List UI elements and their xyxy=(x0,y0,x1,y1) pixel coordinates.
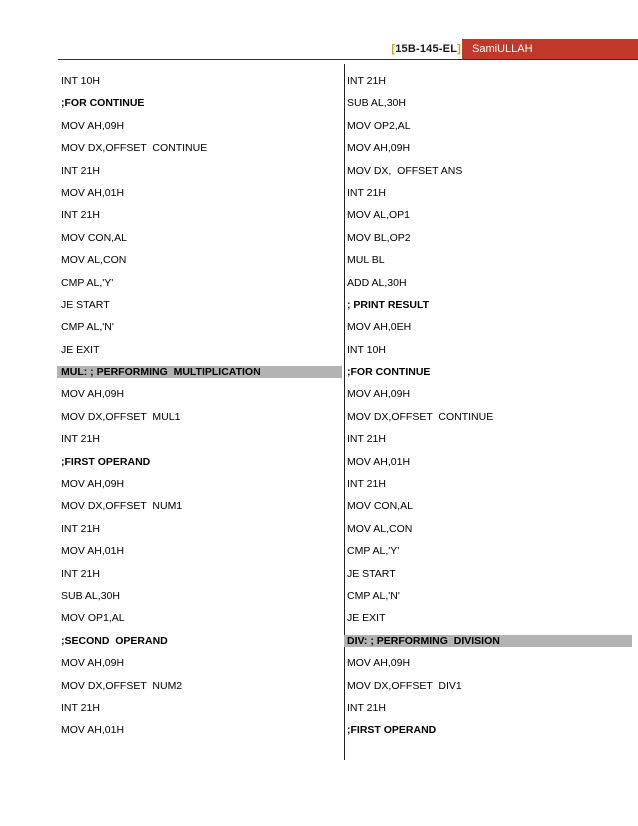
code-line: INT 10H xyxy=(61,75,100,87)
code-comment: ;FOR CONTINUE xyxy=(61,97,145,110)
code-line: JE EXIT xyxy=(61,343,100,356)
code-line: INT 10H xyxy=(347,343,386,356)
code-line: MOV AH,0EH xyxy=(347,321,412,334)
code-line: INT 21H xyxy=(61,209,100,222)
code-line: MUL BL xyxy=(347,254,385,267)
code-comment: ; PRINT RESULT xyxy=(347,298,430,311)
close-bracket: ] xyxy=(457,43,461,55)
code-line: INT 21H xyxy=(61,164,100,177)
code-line: MOV DX, OFFSET ANS xyxy=(347,164,463,177)
left-code-column xyxy=(57,70,342,742)
code-line: ADD AL,30H xyxy=(347,276,407,289)
code-line: MOV OP1,AL xyxy=(61,612,125,625)
page-header xyxy=(0,39,638,61)
code-line: MOV DX,OFFSET CONTINUE xyxy=(61,142,208,155)
code-line: JE START xyxy=(61,298,110,311)
code-line: MOV DX,OFFSET MUL1 xyxy=(61,410,181,423)
code-line: INT 21H xyxy=(61,433,100,446)
code-line: MOV DX,OFFSET NUM1 xyxy=(61,500,183,513)
code-comment: ;FOR CONTINUE xyxy=(347,366,431,379)
code-line: SUB AL,30H xyxy=(61,589,120,602)
open-bracket: [ xyxy=(391,43,396,55)
code-line: MOV AH,01H xyxy=(61,545,125,558)
code-line: MOV AH,01H xyxy=(61,186,125,199)
code-line: INT 21H xyxy=(347,433,386,446)
code-line: MOV AL,OP1 xyxy=(347,209,411,222)
code-line: MOV AH,09H xyxy=(61,478,125,491)
code-line: INT 21H xyxy=(347,478,386,491)
code-line: MOV AH,01H xyxy=(61,724,125,737)
code-line: CMP AL,'Y' xyxy=(61,276,114,289)
right-code-column xyxy=(344,70,632,742)
document-code-text: 15B-145-EL xyxy=(395,43,458,55)
code-line: JE START xyxy=(347,567,396,580)
code-line: MOV AH,09H xyxy=(61,119,125,132)
code-line: MOV AL,CON xyxy=(61,254,127,267)
code-line: MOV DX,OFFSET DIV1 xyxy=(347,679,462,692)
code-comment: ;FIRST OPERAND xyxy=(347,724,437,737)
document-code xyxy=(391,39,461,59)
header-rule xyxy=(58,59,638,60)
code-line: MOV AH,09H xyxy=(347,657,411,670)
code-comment: ;SECOND OPERAND xyxy=(61,634,168,647)
code-line: MOV AL,CON xyxy=(347,522,413,535)
code-line: CMP AL,'N' xyxy=(347,589,400,602)
code-line: MOV AH,09H xyxy=(347,388,411,401)
code-line: MOV CON,AL xyxy=(61,231,127,244)
code-line: MOV AH,09H xyxy=(61,388,125,401)
code-line: INT 21H xyxy=(61,567,100,580)
code-line: INT 21H xyxy=(61,522,100,535)
author-badge: SamiULLAH xyxy=(462,39,638,59)
code-line: CMP AL,'Y' xyxy=(347,545,400,558)
code-line: MOV AH,09H xyxy=(61,657,125,670)
section-heading: MUL: ; PERFORMING MULTIPLICATION xyxy=(57,366,342,378)
code-line: MOV AH,01H xyxy=(347,455,411,468)
code-comment: ;FIRST OPERAND xyxy=(61,455,151,468)
code-line: MOV AH,09H xyxy=(347,142,411,155)
section-heading: DIV: ; PERFORMING DIVISION xyxy=(344,635,632,647)
code-line: MOV BL,OP2 xyxy=(347,231,411,244)
code-line: INT 21H xyxy=(61,701,100,714)
code-line: MOV DX,OFFSET NUM2 xyxy=(61,679,183,692)
code-line: MOV CON,AL xyxy=(347,500,413,513)
code-line: MOV DX,OFFSET CONTINUE xyxy=(347,410,494,423)
code-line: INT 21H xyxy=(347,75,386,87)
code-line: JE EXIT xyxy=(347,612,386,625)
code-line: MOV OP2,AL xyxy=(347,119,411,132)
code-line: INT 21H xyxy=(347,701,386,714)
code-line: CMP AL,'N' xyxy=(61,321,114,334)
code-line: SUB AL,30H xyxy=(347,97,406,110)
code-line: INT 21H xyxy=(347,186,386,199)
